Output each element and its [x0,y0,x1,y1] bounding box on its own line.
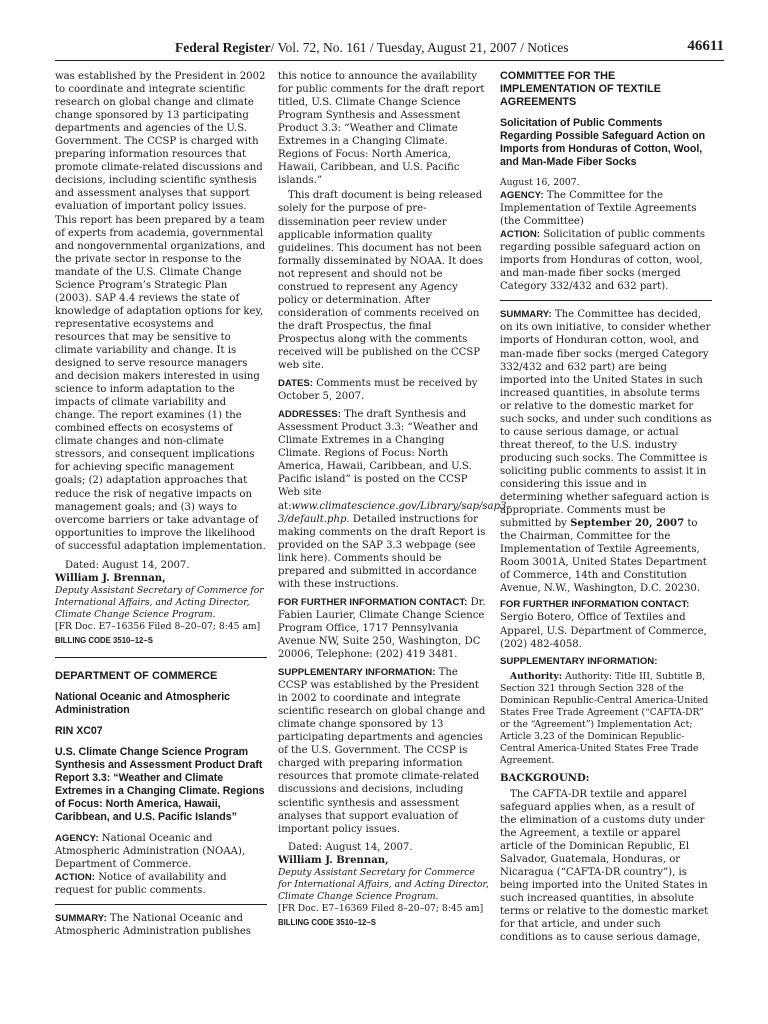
addresses-label: ADDRESSES: [278,409,341,421]
page-number: 46611 [687,38,724,54]
spacer [500,109,712,117]
addresses-text: The draft Synthesis and Assessment Product 3.3: “Weather and Climate Extremes in a Changing Climate. Regions of Focus: North America, Hawaii, Caribbean, and U.S. Pacific island” is posted on the CCSP Web site at: [278,409,479,512]
dates-text: Comments must be received by October 5, 2007. [278,378,478,403]
journal-name: Federal Register [175,40,271,55]
date-line: August 16, 2007. [500,177,580,188]
background-text: The CAFTA-DR textile and apparel safeguard applies when, as a result of the elimination of a customs duty under the Agreement, a textile or apparel article of the Dominican Republic, El Salvador, Guatemala, Honduras, or Nicaragua (“CAFTA-DR country”), is being imported into the United States in such increased quantities, in absolute terms or relative to the domestic market for that article, and under such conditions as to cause serious damage, [500,788,709,944]
column-1 [55,70,267,938]
summary-text-2: to the Chairman, Committee for the Implementation of Textile Agreements, Room 3001A, United States Department of Commerce, 14th and Constitution Avenue, N.W., Washington, D.C. 20230. [500,518,707,595]
divider [55,904,267,905]
contact-text: Sergio Botero, Office of Textiles and Apparel, U.S. Department of Commerce, (202) 482-4058. [500,612,707,650]
fr-doc-line: [FR Doc. E7–16369 Filed 8–20–07; 8:45 am] [278,902,484,914]
action-label: ACTION: [55,872,95,884]
column-3 [500,70,712,944]
supplementary-text: The CCSP was established by the President in 2002 to coordinate and integrate scientific research on global change and climate change sponsored by 13 participating departments and agencies of the U.S. Government. The CCSP is charged with preparing information resources that promote climate-related discussions and decisions, including scientific synthesis and assessment analyses that support evaluation of important policy issues. [278,667,486,835]
addresses-paragraph [278,408,512,591]
document-title: Solicitation of Public Comments Regarding Possible Safeguard Action on Imports from Honduras of Cotton, Wool, and Man-Made Fiber Socks [500,117,706,168]
agency-text: The Committee for the Implementation of Textile Agreements (the Committee) [500,190,697,228]
spacer [55,717,267,725]
authority-label: Authority: [510,670,563,682]
spacer [500,169,712,177]
dates-paragraph [278,377,490,403]
agency-heading: National Oceanic and Atmospheric Administration [55,690,231,716]
contact-text: Dr. Fabien Laurier, Climate Change Science Program Office, 1717 Pennsylvania Avenue NW, Suite 250, Washington, DC 20006, Telephone: (202) 419 3481. [278,596,486,661]
summary-deadline: September 20, 2007 [570,518,685,530]
spacer [55,824,267,832]
contact-paragraph [278,596,490,661]
supplementary-label: SUPPLEMENTARY INFORMATION: [500,655,658,667]
divider [500,300,712,301]
summary-paragraph [55,912,267,938]
dated-line: Dated: August 14, 2007. [65,559,190,571]
issue-info: / Vol. 72, No. 161 / Tuesday, August 21, 2007 / Notices [270,40,569,55]
addresses-text-2: Detailed instructions for making comments on the draft Report is provided on the SAP 3.3 webpage (see link here). Comments should be prepared and submitted in accordance with these instructions. [278,513,486,590]
paragraph: This draft document is being released solely for the purpose of pre-dissemination peer review under applicable information quality guidelines. This document has not been formally disseminated by NOAA. It does not represent and should not be construed to represent any Agency policy or determination. After consideration of comments received on the draft Prospectus, the final Prospectus along with the comments received will be published on the CCSP web site. [278,190,484,372]
agency-paragraph [55,832,267,871]
action-text: Notice of availability and request for public comments. [55,872,227,897]
spacer [55,738,267,746]
authority-text: Authority: Title III, Subtitle B, Section 321 through Section 328 of the Dominican Republic-Central America-United States Free Trade Agreement (“CAFTA-DR” or the “Agreement”) Implementation Act; Article 3.23 of the Dominican Republic-Central America-United States Free Trade Agreement. [500,670,709,766]
summary-text: The Committee has decided, on its own initiative, to consider whether imports of Honduran cotton, wool, and man-made fiber socks (merged Category 332/432 and 632 part) are being imported into the United States in such increased quantities, in absolute terms or relative to the domestic market for such socks, and under such conditions as to cause serious damage, or actual threat thereof, to the U.S. industry producing such socks. The Committee is soliciting public comments to assist it in considering this issue and in determining whether safeguard action is appropriate. Comments must be submitted by [500,309,712,530]
summary-label: SUMMARY: [500,309,552,321]
supplementary-paragraph [278,666,490,836]
signer-title: Deputy Assistant Secretary for Commerce for International Affairs, and Acting Director, Climate Change Science Program. [278,866,489,902]
department-heading: DEPARTMENT OF COMMERCE [55,669,218,682]
page-header [55,38,724,61]
summary-paragraph [500,308,712,595]
dates-label: DATES: [278,378,313,390]
agency-label: AGENCY: [500,190,544,201]
action-label: ACTION: [500,229,540,241]
agency-label: AGENCY: [55,832,99,844]
rin-number: RIN XC07 [55,724,103,737]
paragraph: this notice to announce the availability for public comments for the draft report titled, U.S. Climate Change Science Program Synthesis and Assessment Product 3.3: “Weather and Climate Extremes in a Changing Climate. Regions of Focus: North America, Hawaii, Caribbean, and U.S. Pacific islands.” [278,71,485,187]
fr-doc-line: [FR Doc. E7–16356 Filed 8–20–07; 8:45 am] [55,620,261,632]
paragraph: was established by the President in 2002 to coordinate and integrate scientific research on global change and climate change sponsored by 13 participating departments and agencies of the U.S. Government. The CCSP is charged with preparing information resources that promote climate-related discussions and decisions, including scientific synthesis and assessment analyses that support evaluation of important policy issues. This report has been prepared by a team of experts from academia, governmental and nongovernmental organizations, and the private sector in response to the mandate of the U.S. Climate Change Science Program’s Strategic Plan (2003). SAP 4.4 reviews the state of knowledge of adaptation options for key, representative ecosystems and resources that may be sensitive to climate variability and change. It is designed to serve resource managers and decision makers interested in using science to inform adaptation to the impacts of climate variability and change. The report examines (1) the combined effects on ecosystems of climate changes and non-climate stressors, and consequent implications for achieving specific management goals; (2) adaptation approaches that reduce the risk of negative impacts on management goals; and (3) ways to overcome barriers or take advantage of opportunities to improve the likelihood of successful adaptation implementation. [55,71,266,552]
document-title: U.S. Climate Change Science Program Synthesis and Assessment Product Draft Report 3.3: “Weather and Climate Extremes in a Changing Climate. Regions of Focus: North America, Hawaii, Caribbean, and U.S. Pacific Islands” [55,745,265,823]
background-label: BACKGROUND: [500,772,590,784]
signer-name: William J. Brennan, [55,572,166,584]
contact-paragraph [500,598,712,650]
dated-line: Dated: August 14, 2007. [288,841,413,853]
divider [55,657,267,658]
authority-paragraph [500,671,712,767]
billing-code: BILLING CODE 3510–12–S [278,917,376,927]
running-head [175,40,569,56]
signer-name: William J. Brennan, [278,854,389,866]
committee-heading: COMMITTEE FOR THE IMPLEMENTATION OF TEXTILE AGREEMENTS [500,70,661,108]
spacer [55,683,267,691]
contact-label: FOR FURTHER INFORMATION CONTACT: [278,596,468,608]
signer-title: Deputy Assistant Secretary of Commerce for International Affairs, and Acting Director, Climate Change Science Program. [55,584,264,620]
summary-label: SUMMARY: [55,913,107,925]
action-text: Solicitation of public comments regarding possible safeguard action on imports from Honduras of cotton, wool, and man-made fiber socks (merged Category 332/432 and 632 part). [500,229,706,293]
addresses-url: www.climatescience.gov/Library/sap/sap3–3/default.php. [278,500,512,525]
summary-text: The National Oceanic and Atmospheric Administration publishes [55,913,251,938]
contact-label: FOR FURTHER INFORMATION CONTACT: [500,599,690,611]
agency-paragraph [500,189,712,228]
supplementary-label: SUPPLEMENTARY INFORMATION: [278,667,436,679]
billing-code: BILLING CODE 3510–12–S [55,635,153,645]
action-paragraph [500,228,712,293]
action-paragraph [55,871,267,897]
column-2 [278,70,512,929]
agency-text: National Oceanic and Atmospheric Administration (NOAA), Department of Commerce. [55,832,246,870]
